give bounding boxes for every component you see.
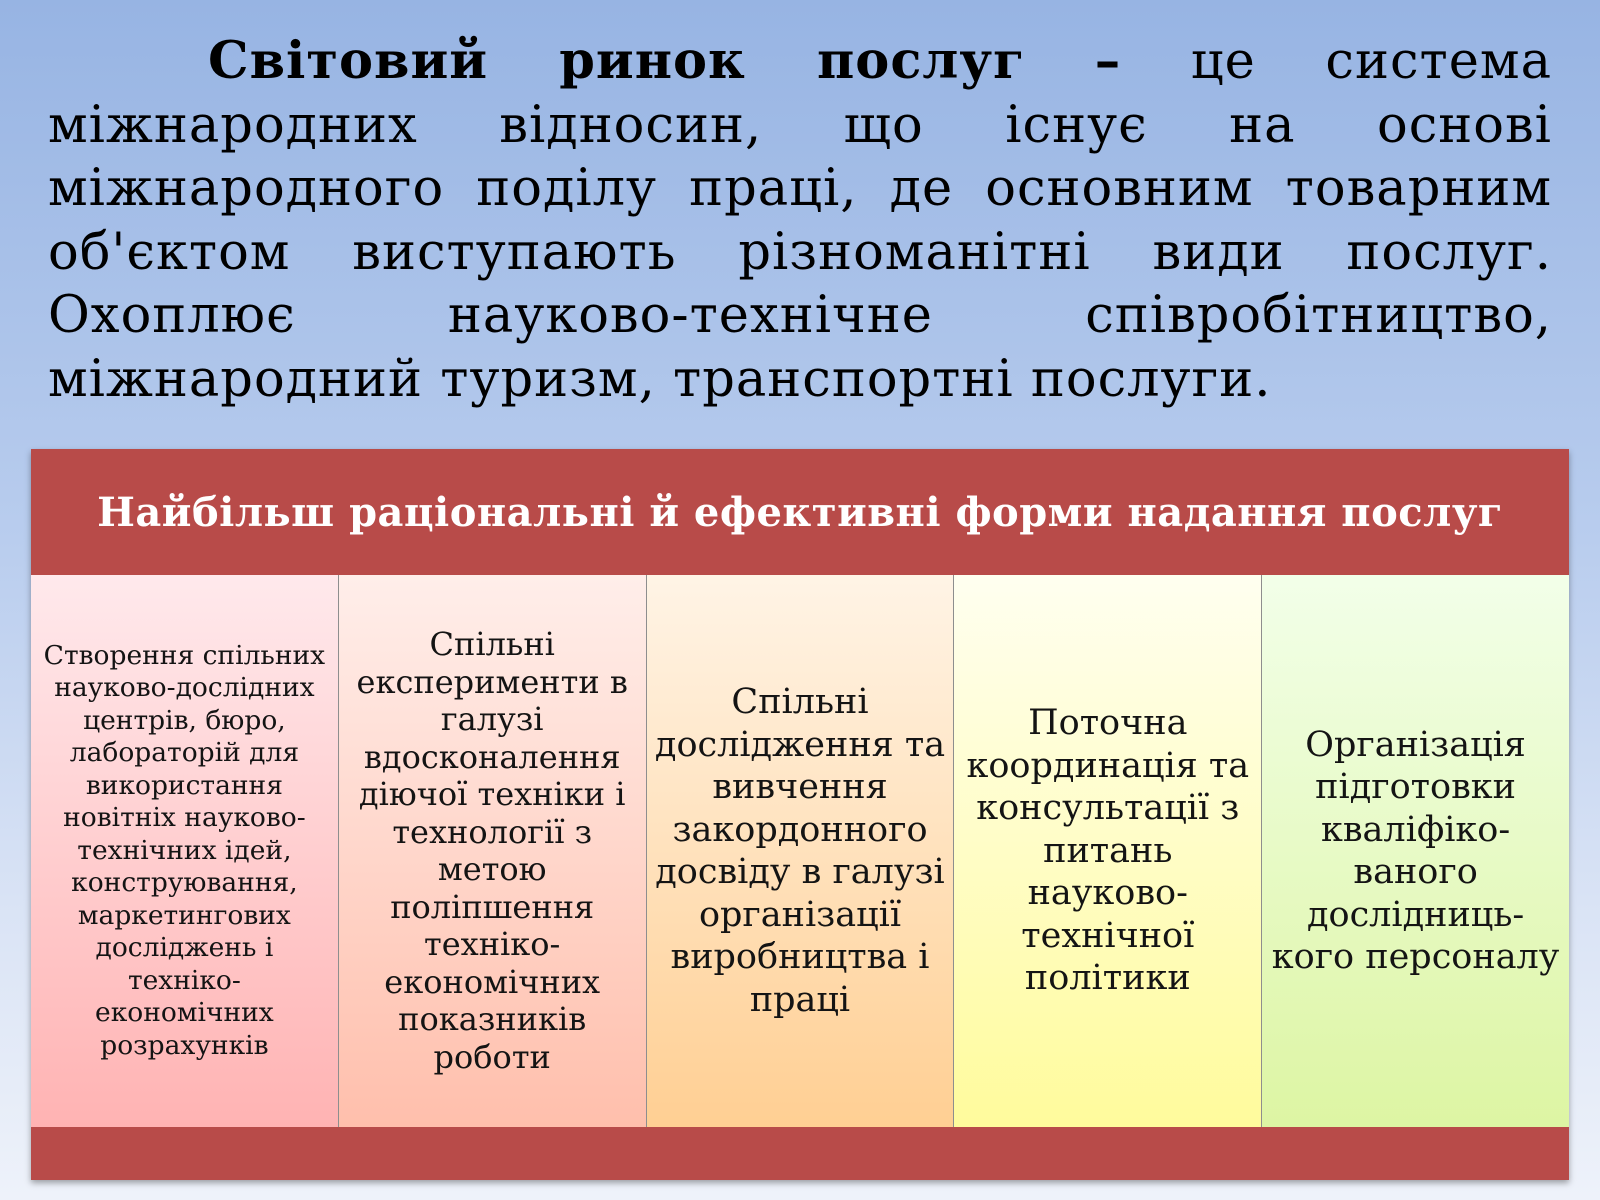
form-item-research-centers bbox=[31, 575, 339, 1127]
form-item-text: Спільні дослідження та вивчення закордонного досвіду в галузі організації виробництва і праці bbox=[654, 682, 946, 1020]
form-item-joint-studies bbox=[647, 575, 955, 1127]
form-item-personnel-training bbox=[1262, 575, 1569, 1127]
form-item-text: Спільні експерименти в галузі вдосконалення діючої техніки і технології з метою поліпшення техніко-економічних показників роботи bbox=[356, 625, 628, 1076]
definition-dash: – bbox=[1094, 31, 1122, 91]
panel-title: Найбільш раціональні й ефективні форми надання послуг bbox=[97, 488, 1503, 536]
form-item-joint-experiments bbox=[339, 575, 647, 1127]
form-item-text: Поточна координація та консультації з питань науково-технічної політики bbox=[966, 703, 1250, 999]
form-item-coordination bbox=[954, 575, 1262, 1127]
form-item-text: Організація підготовки кваліфіко-ваного дослідниць-кого персоналу bbox=[1271, 724, 1560, 977]
form-item-text: Створення спільних науково-дослідних центрів, бюро, лабораторій для використання новітніх науково-технічних ідей, конструювання, маркетингових досліджень і техніко-економічних розрахунків bbox=[43, 639, 326, 1061]
definition-text: це система міжнародних відносин, що існує на основі міжнародного поділу праці, де основним товарним об'єктом виступають різноманітні види послуг. Охоплює науково-технічне співробітництво, міжнародний туризм, транспортні послуги. bbox=[48, 32, 1552, 409]
service-forms-panel bbox=[31, 449, 1569, 1180]
definition-term: Світовий ринок послуг bbox=[208, 31, 1026, 91]
service-forms-list bbox=[31, 575, 1569, 1127]
definition-paragraph bbox=[48, 30, 1552, 411]
